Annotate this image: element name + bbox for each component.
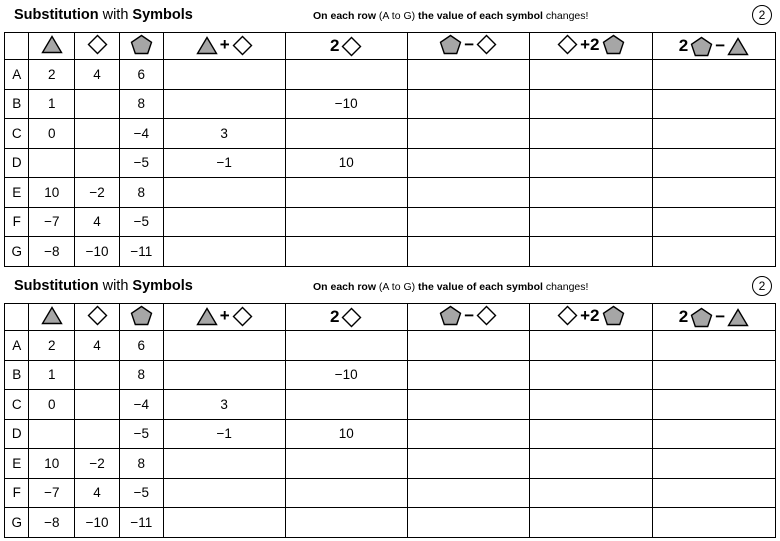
row-label: C xyxy=(5,390,29,420)
table-cell[interactable] xyxy=(407,449,529,479)
table-cell[interactable] xyxy=(163,237,285,267)
triangle-icon xyxy=(41,306,63,325)
diamond-icon xyxy=(341,307,362,328)
table-cell[interactable] xyxy=(285,178,407,208)
table-cell: −10 xyxy=(75,237,120,267)
table-cell[interactable] xyxy=(407,89,529,119)
table-cell[interactable] xyxy=(29,148,75,178)
coefficient-two: 2 xyxy=(678,307,689,326)
table-row xyxy=(5,360,776,390)
diamond-icon xyxy=(87,305,108,326)
triangle-icon xyxy=(727,308,749,327)
table-cell[interactable] xyxy=(529,360,652,390)
table-cell: 8 xyxy=(119,178,163,208)
table-cell[interactable] xyxy=(285,508,407,538)
row-label: D xyxy=(5,148,29,178)
table-cell: 1 xyxy=(29,360,75,390)
table-cell[interactable] xyxy=(407,508,529,538)
plus-two: +2 xyxy=(580,34,600,54)
table-cell[interactable] xyxy=(529,119,652,149)
table-cell[interactable] xyxy=(652,148,775,178)
pentagon-icon xyxy=(602,305,625,326)
table-cell[interactable] xyxy=(163,207,285,237)
table-cell[interactable] xyxy=(407,331,529,361)
table-cell[interactable] xyxy=(407,478,529,508)
table-cell[interactable] xyxy=(529,237,652,267)
table-row xyxy=(5,331,776,361)
worksheet-title xyxy=(14,278,193,294)
row-label: G xyxy=(5,237,29,267)
table-cell[interactable] xyxy=(163,478,285,508)
table-cell[interactable] xyxy=(285,449,407,479)
corner-cell xyxy=(5,33,29,60)
note-part-2: (A to G) xyxy=(376,10,419,22)
table-cell[interactable] xyxy=(407,237,529,267)
diamond-icon xyxy=(557,34,578,55)
table-cell: 3 xyxy=(163,390,285,420)
pentagon-icon xyxy=(690,36,713,57)
pentagon-icon xyxy=(439,305,462,326)
table-cell[interactable] xyxy=(163,449,285,479)
coefficient-two: 2 xyxy=(329,307,340,326)
table-cell: −2 xyxy=(75,449,120,479)
table-cell[interactable] xyxy=(529,331,652,361)
triangle-icon xyxy=(196,36,218,55)
table-cell: 4 xyxy=(75,60,120,90)
table-cell[interactable] xyxy=(407,178,529,208)
table-cell[interactable] xyxy=(163,178,285,208)
title-word-symbols: Symbols xyxy=(132,7,193,23)
table-cell[interactable] xyxy=(652,508,775,538)
diamond-icon xyxy=(476,34,497,55)
diamond-icon xyxy=(87,34,108,55)
worksheet-title xyxy=(14,7,193,23)
row-label: E xyxy=(5,449,29,479)
diamond-icon xyxy=(232,306,253,327)
table-cell[interactable] xyxy=(652,478,775,508)
table-cell[interactable] xyxy=(163,360,285,390)
triangle-icon xyxy=(41,35,63,54)
header-two-pentagon-minus-triangle xyxy=(652,304,775,331)
table-row xyxy=(5,390,776,420)
table-cell[interactable] xyxy=(163,331,285,361)
table-cell[interactable] xyxy=(75,89,120,119)
worksheet-2 xyxy=(0,271,780,541)
table-row xyxy=(5,89,776,119)
note-part-1: On each row xyxy=(313,10,377,22)
table-row xyxy=(5,178,776,208)
triangle-icon xyxy=(727,37,749,56)
header-triangle xyxy=(29,304,75,331)
table-cell[interactable] xyxy=(407,390,529,420)
table-cell: 3 xyxy=(163,119,285,149)
header-triangle-plus-diamond xyxy=(163,304,285,331)
table-cell: 1 xyxy=(29,89,75,119)
pentagon-icon xyxy=(602,34,625,55)
table-cell[interactable] xyxy=(285,237,407,267)
header-row xyxy=(5,304,776,331)
table-cell: 10 xyxy=(29,449,75,479)
row-label: C xyxy=(5,119,29,149)
row-label: A xyxy=(5,331,29,361)
worksheet-1 xyxy=(0,0,780,270)
instruction-note xyxy=(313,281,588,293)
sheet-number-badge: 2 xyxy=(752,5,772,25)
table-cell[interactable] xyxy=(163,60,285,90)
table-cell[interactable] xyxy=(529,478,652,508)
table-cell[interactable] xyxy=(529,449,652,479)
table-row xyxy=(5,237,776,267)
table-cell[interactable] xyxy=(75,119,120,149)
header-diamond xyxy=(75,304,120,331)
header-two-diamond xyxy=(285,33,407,60)
table-cell: −1 xyxy=(163,148,285,178)
pentagon-icon xyxy=(439,34,462,55)
table-cell[interactable] xyxy=(75,148,120,178)
header-triangle-plus-diamond xyxy=(163,33,285,60)
header-pentagon xyxy=(119,304,163,331)
table-cell[interactable] xyxy=(75,360,120,390)
table-cell: 8 xyxy=(119,360,163,390)
pentagon-icon xyxy=(130,305,153,326)
pentagon-icon xyxy=(130,34,153,55)
table-cell[interactable] xyxy=(652,89,775,119)
table-row xyxy=(5,478,776,508)
table-cell[interactable] xyxy=(652,390,775,420)
table-cell[interactable] xyxy=(529,89,652,119)
table-cell: −11 xyxy=(119,237,163,267)
table-cell[interactable] xyxy=(285,207,407,237)
table-row xyxy=(5,60,776,90)
minus-sign: − xyxy=(715,307,726,326)
title-word-symbols: Symbols xyxy=(132,278,193,294)
table-cell: −7 xyxy=(29,207,75,237)
table-cell[interactable] xyxy=(407,419,529,449)
table-cell[interactable] xyxy=(652,207,775,237)
instruction-note xyxy=(313,10,588,22)
note-part-4: changes! xyxy=(542,10,589,22)
table-cell: −4 xyxy=(119,119,163,149)
header-diamond-plus-two-pentagon xyxy=(529,33,652,60)
table-cell: −5 xyxy=(119,148,163,178)
table-cell: −4 xyxy=(119,390,163,420)
table-cell: −10 xyxy=(75,508,120,538)
table-row xyxy=(5,419,776,449)
table-cell: 10 xyxy=(285,148,407,178)
table-cell[interactable] xyxy=(652,419,775,449)
table-cell[interactable] xyxy=(29,419,75,449)
coefficient-two: 2 xyxy=(329,36,340,55)
table-cell: 8 xyxy=(119,89,163,119)
header-row xyxy=(5,33,776,60)
table-cell: −5 xyxy=(119,207,163,237)
diamond-icon xyxy=(557,305,578,326)
table-cell[interactable] xyxy=(529,60,652,90)
table-cell: −10 xyxy=(285,360,407,390)
substitution-table xyxy=(4,303,776,538)
header-two-pentagon-minus-triangle xyxy=(652,33,775,60)
table-cell: −7 xyxy=(29,478,75,508)
table-cell: 4 xyxy=(75,331,120,361)
diamond-icon xyxy=(232,35,253,56)
table-row xyxy=(5,207,776,237)
table-cell[interactable] xyxy=(652,178,775,208)
minus-sign: − xyxy=(464,34,475,54)
plus-sign: + xyxy=(219,35,230,54)
table-cell[interactable] xyxy=(652,331,775,361)
header-pentagon xyxy=(119,33,163,60)
note-part-3: the value of each symbol xyxy=(418,281,543,293)
table-cell[interactable] xyxy=(285,119,407,149)
table-cell[interactable] xyxy=(285,331,407,361)
row-label: D xyxy=(5,419,29,449)
table-cell: 6 xyxy=(119,60,163,90)
table-row xyxy=(5,148,776,178)
table-cell: 8 xyxy=(119,449,163,479)
table-cell: −2 xyxy=(75,178,120,208)
table-cell[interactable] xyxy=(652,237,775,267)
table-cell[interactable] xyxy=(285,478,407,508)
table-cell: −5 xyxy=(119,419,163,449)
table-cell: 0 xyxy=(29,119,75,149)
row-label: A xyxy=(5,60,29,90)
table-cell[interactable] xyxy=(407,60,529,90)
table-cell: 4 xyxy=(75,478,120,508)
table-row xyxy=(5,119,776,149)
table-cell[interactable] xyxy=(652,60,775,90)
diamond-icon xyxy=(341,36,362,57)
table-cell: −10 xyxy=(285,89,407,119)
plus-two: +2 xyxy=(580,305,600,325)
header-pentagon-minus-diamond xyxy=(407,304,529,331)
header-two-diamond xyxy=(285,304,407,331)
header-diamond xyxy=(75,33,120,60)
table-cell: 2 xyxy=(29,331,75,361)
title-word-substitution: Substitution xyxy=(14,278,99,294)
note-part-3: the value of each symbol xyxy=(418,10,543,22)
triangle-icon xyxy=(196,307,218,326)
table-cell: 4 xyxy=(75,207,120,237)
table-cell[interactable] xyxy=(652,119,775,149)
table-cell: 2 xyxy=(29,60,75,90)
table-cell[interactable] xyxy=(652,360,775,390)
table-cell[interactable] xyxy=(652,449,775,479)
row-label: F xyxy=(5,478,29,508)
sheet-number-badge: 2 xyxy=(752,276,772,296)
row-label: B xyxy=(5,89,29,119)
table-cell: −8 xyxy=(29,237,75,267)
row-label: E xyxy=(5,178,29,208)
table-cell[interactable] xyxy=(529,207,652,237)
note-part-2: (A to G) xyxy=(376,281,419,293)
coefficient-two: 2 xyxy=(678,36,689,55)
row-label: F xyxy=(5,207,29,237)
header-triangle xyxy=(29,33,75,60)
pentagon-icon xyxy=(690,307,713,328)
table-cell[interactable] xyxy=(75,390,120,420)
table-cell[interactable] xyxy=(529,390,652,420)
table-cell[interactable] xyxy=(529,178,652,208)
table-cell[interactable] xyxy=(285,60,407,90)
table-cell: 10 xyxy=(29,178,75,208)
table-cell[interactable] xyxy=(285,390,407,420)
row-label: G xyxy=(5,508,29,538)
table-cell[interactable] xyxy=(407,207,529,237)
title-word-with: with xyxy=(98,7,133,23)
plus-sign: + xyxy=(219,306,230,325)
note-part-4: changes! xyxy=(542,281,589,293)
table-cell: −5 xyxy=(119,478,163,508)
table-cell[interactable] xyxy=(163,89,285,119)
corner-cell xyxy=(5,304,29,331)
substitution-table xyxy=(4,32,776,267)
table-cell: −1 xyxy=(163,419,285,449)
header-pentagon-minus-diamond xyxy=(407,33,529,60)
diamond-icon xyxy=(476,305,497,326)
table-row xyxy=(5,449,776,479)
table-cell: −11 xyxy=(119,508,163,538)
table-cell[interactable] xyxy=(529,148,652,178)
title-word-substitution: Substitution xyxy=(14,7,99,23)
table-cell: 10 xyxy=(285,419,407,449)
table-cell[interactable] xyxy=(407,119,529,149)
row-label: B xyxy=(5,360,29,390)
table-cell[interactable] xyxy=(407,148,529,178)
table-cell[interactable] xyxy=(407,360,529,390)
minus-sign: − xyxy=(464,305,475,325)
table-cell: −8 xyxy=(29,508,75,538)
table-cell: 6 xyxy=(119,331,163,361)
table-cell[interactable] xyxy=(75,419,120,449)
table-cell: 0 xyxy=(29,390,75,420)
header-diamond-plus-two-pentagon xyxy=(529,304,652,331)
title-word-with: with xyxy=(98,278,133,294)
note-part-1: On each row xyxy=(313,281,377,293)
table-cell[interactable] xyxy=(529,419,652,449)
table-cell[interactable] xyxy=(163,508,285,538)
table-row xyxy=(5,508,776,538)
minus-sign: − xyxy=(715,36,726,55)
table-cell[interactable] xyxy=(529,508,652,538)
